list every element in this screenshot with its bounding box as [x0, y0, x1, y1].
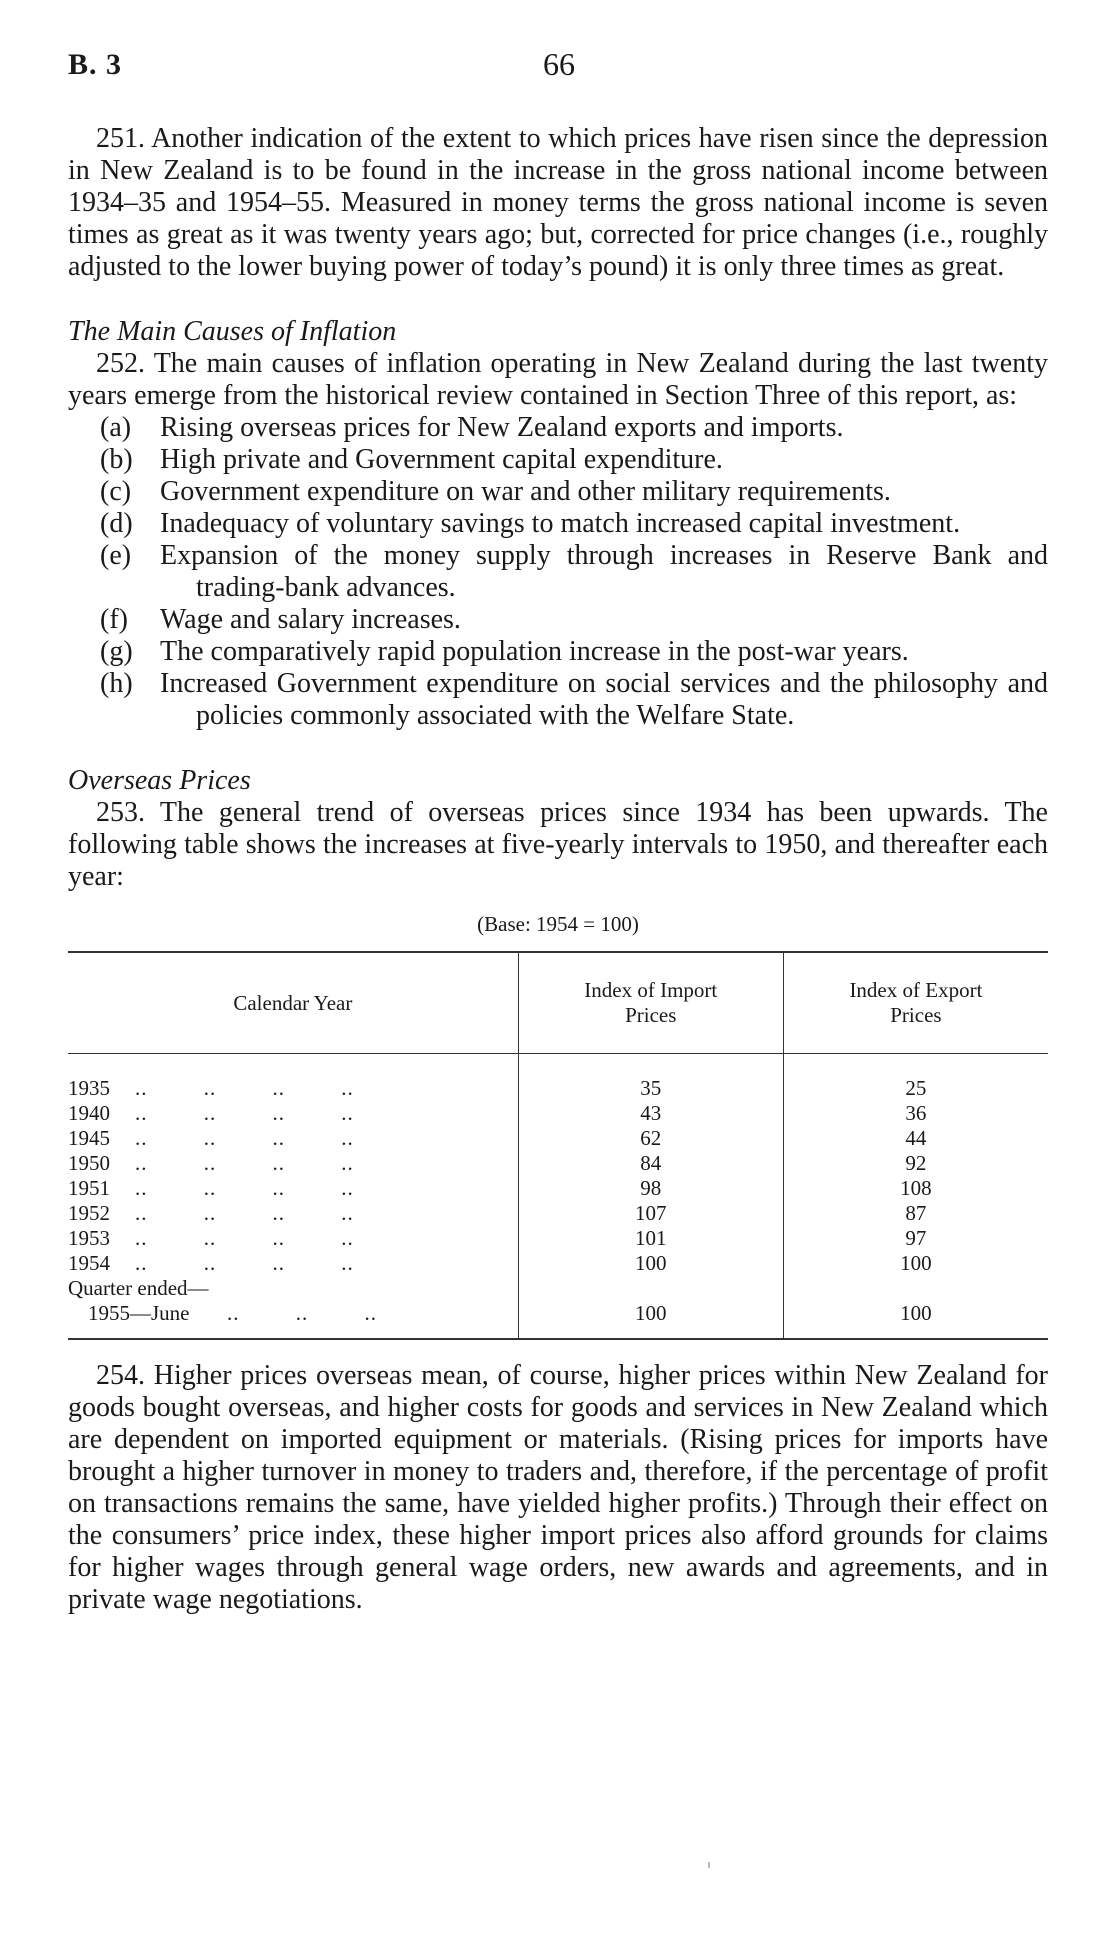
list-item	[68, 476, 1048, 508]
year-cell: 1951 .. .. .. ..	[68, 1176, 354, 1200]
year-cell: 1953 .. .. .. ..	[68, 1226, 354, 1250]
year-cell: 1952 .. .. .. ..	[68, 1201, 354, 1225]
list-marker: (b)	[100, 444, 133, 475]
paragraph-252: 252. The main causes of inflation operating in New Zealand during the last twenty years emerge from the historical review contained in Section Three of this report, as:	[68, 348, 1048, 411]
page-header	[68, 0, 1048, 100]
table-row	[68, 1251, 1048, 1276]
list-item	[68, 412, 1048, 444]
document-id: B. 3	[68, 48, 123, 81]
list-item-text: Government expenditure on war and other military requirements.	[160, 476, 891, 507]
export-index-cell: 92	[783, 1151, 1048, 1176]
column-header-import	[518, 953, 783, 1054]
paragraph-251: 251. Another indication of the extent to which prices have risen since the depression in New Zealand is to be found in the increase in the gross national income between 1934–35 and 1954–55. Measured in money terms the gross national income is seven times as great as it was twenty years ago; but, corrected for price changes (i.e., roughly adjusted to the lower buying power of today’s pound) it is only three times as great.	[68, 123, 1048, 282]
import-index-cell: 100	[518, 1251, 783, 1276]
export-index-cell: 100	[783, 1251, 1048, 1276]
table-row	[68, 1226, 1048, 1251]
year-cell: 1945 .. .. .. ..	[68, 1126, 354, 1150]
list-item-text: Increased Government expenditure on social services and the philosophy and policies commonly associated with the Welfare State.	[160, 668, 1048, 731]
section-heading-main-causes: The Main Causes of Inflation	[68, 316, 397, 347]
table-row	[68, 1076, 1048, 1101]
year-label: 1935	[68, 1076, 110, 1100]
import-index-cell: 100	[518, 1301, 783, 1326]
page-number: 66	[543, 46, 575, 82]
export-index-cell: 25	[783, 1076, 1048, 1101]
section-heading-overseas-prices: Overseas Prices	[68, 765, 251, 796]
export-index-cell: 87	[783, 1201, 1048, 1226]
year-cell: 1950 .. .. .. ..	[68, 1151, 354, 1175]
year-label: 1951	[68, 1176, 110, 1200]
paragraph-254: 254. Higher prices overseas mean, of course, higher prices within New Zealand for goods bought overseas, and higher costs for goods and services in New Zealand which are dependent on imported equipment or materials. (Rising prices for imports have brought a higher turnover in money to traders and, therefore, if the percentage of profit on transactions remains the same, have yielded higher profits.) Through their effect on the consumers’ price index, these higher import prices also afford grounds for claims for higher wages through general wage orders, new awards and agreements, and in private wage negotiations.	[68, 1360, 1048, 1615]
year-label: 1940	[68, 1101, 110, 1125]
table-header-row	[68, 953, 1048, 1054]
year-label: 1950	[68, 1151, 110, 1175]
document-page	[68, 0, 1048, 1616]
list-marker: (f)	[100, 604, 128, 635]
table-row	[68, 1201, 1048, 1226]
list-marker: (g)	[100, 636, 133, 667]
import-index-cell: 107	[518, 1201, 783, 1226]
list-item-text: High private and Government capital expenditure.	[160, 444, 723, 475]
column-header-year: Calendar Year	[68, 953, 518, 1054]
export-index-cell: 108	[783, 1176, 1048, 1201]
import-index-cell: 101	[518, 1226, 783, 1251]
table-row-quarter-label	[68, 1276, 1048, 1301]
list-item	[68, 540, 1048, 604]
year-cell: 1935 .. .. .. ..	[68, 1076, 354, 1100]
year-cell: 1954 .. .. .. ..	[68, 1251, 354, 1275]
table-row	[68, 1176, 1048, 1201]
quarter-label: Quarter ended—	[68, 1276, 209, 1300]
table-spacer	[68, 1054, 1048, 1077]
year-label: 1955—June	[88, 1301, 190, 1325]
causes-list	[68, 412, 1048, 732]
list-item-text: Expansion of the money supply through increases in Reserve Bank and trading-bank advances.	[160, 540, 1048, 603]
list-item-text: Inadequacy of voluntary savings to match increased capital investment.	[160, 508, 961, 539]
table-row	[68, 1301, 1048, 1326]
list-item	[68, 508, 1048, 540]
list-marker: (c)	[100, 476, 132, 507]
import-index-cell: 35	[518, 1076, 783, 1101]
paragraph-253: 253. The general trend of overseas prices since 1934 has been upwards. The following table shows the increases at five-yearly intervals to 1950, and thereafter each year:	[68, 797, 1048, 892]
list-item-text: Rising overseas prices for New Zealand exports and imports.	[160, 412, 844, 443]
import-index-cell: 98	[518, 1176, 783, 1201]
list-item	[68, 444, 1048, 476]
import-index-cell: 84	[518, 1151, 783, 1176]
import-index-cell: 43	[518, 1101, 783, 1126]
table-bottom-rule	[68, 1326, 1048, 1339]
list-marker: (a)	[100, 412, 132, 443]
scan-mark	[708, 1862, 710, 1868]
column-header-import-line2: Prices	[625, 1003, 677, 1027]
table-row	[68, 1126, 1048, 1151]
list-item	[68, 668, 1048, 732]
table-row	[68, 1101, 1048, 1126]
list-marker: (h)	[100, 668, 133, 699]
year-label: 1954	[68, 1251, 110, 1275]
column-header-import-line1: Index of Import	[584, 978, 718, 1002]
year-cell: 1955—June .. .. ..	[88, 1301, 377, 1325]
export-index-cell: 44	[783, 1126, 1048, 1151]
list-item-text: The comparatively rapid population increase in the post-war years.	[160, 636, 909, 667]
column-header-export-line2: Prices	[890, 1003, 942, 1027]
list-item-text: Wage and salary increases.	[160, 604, 461, 635]
year-label: 1953	[68, 1226, 110, 1250]
price-index-table	[68, 951, 1048, 1340]
list-marker: (d)	[100, 508, 133, 539]
export-index-cell: 36	[783, 1101, 1048, 1126]
list-marker: (e)	[100, 540, 132, 571]
export-index-cell: 100	[783, 1301, 1048, 1326]
table-base-note: (Base: 1954 = 100)	[477, 912, 639, 936]
export-index-cell: 97	[783, 1226, 1048, 1251]
year-label: 1952	[68, 1201, 110, 1225]
year-label: 1945	[68, 1126, 110, 1150]
column-header-export	[783, 953, 1048, 1054]
year-cell: 1940 .. .. .. ..	[68, 1101, 354, 1125]
list-item	[68, 604, 1048, 636]
list-item	[68, 636, 1048, 668]
import-index-cell: 62	[518, 1126, 783, 1151]
column-header-export-line1: Index of Export	[849, 978, 983, 1002]
table-row	[68, 1151, 1048, 1176]
